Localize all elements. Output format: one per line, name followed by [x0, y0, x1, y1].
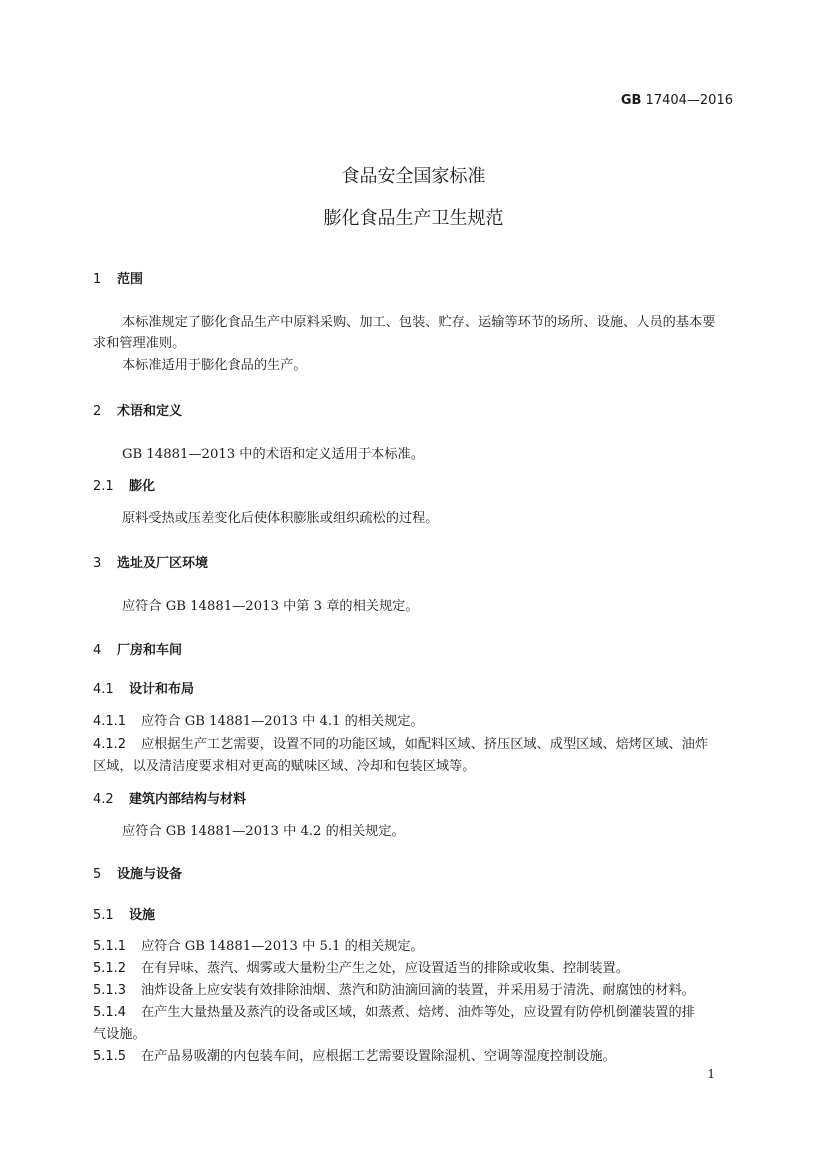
document-title-line2: 膨化食品生产卫生规范: [323, 208, 504, 229]
section-number: 5: [93, 867, 102, 882]
section-title: 设施: [129, 908, 156, 923]
paragraph: 本标准规定了膨化食品生产中原料采购、加工、包装、贮存、运输等环节的场所、设施、人员的基本要: [122, 315, 716, 330]
paragraph: 应符合 GB 14881—2013 中第 3 章的相关规定。: [122, 599, 419, 614]
section-title: 厂房和车间: [117, 643, 183, 658]
clause-5-1-3: [93, 979, 695, 998]
section-number: 2.1: [93, 479, 114, 494]
subsection-5-1-heading: [93, 904, 155, 923]
paragraph: GB 14881—2013 中的术语和定义适用于本标准。: [122, 447, 424, 462]
standard-prefix: GB: [620, 93, 642, 108]
clause-continuation: 区域，以及清洁度要求相对更高的赋味区域、冷却和包装区域等。: [93, 759, 476, 774]
section-number: 4: [93, 643, 102, 658]
clause-number: 5.1.2: [93, 961, 127, 976]
standard-code: 17404—2016: [645, 93, 733, 108]
clause-5-1-2: [93, 957, 629, 976]
section-2-heading: [93, 400, 182, 419]
paragraph: 应符合 GB 14881—2013 中 4.2 的相关规定。: [122, 824, 405, 839]
clause-number: 4.1.2: [93, 737, 127, 752]
clause-continuation: 气设施。: [93, 1027, 146, 1042]
paragraph: 本标准适用于膨化食品的生产。: [122, 358, 307, 373]
section-number: 4.2: [93, 792, 114, 807]
clause-4-1-2: [93, 733, 708, 752]
subsection-2-1-heading: [93, 475, 155, 494]
section-5-heading: [93, 863, 182, 882]
section-number: 5.1: [93, 908, 114, 923]
clause-text: 在产生大量热量及蒸汽的设备或区域，如蒸煮、焙烤、油炸等处，应设置有防停机倒灌装置的排: [141, 1005, 695, 1020]
clause-number: 4.1.1: [93, 714, 127, 729]
section-title: 设计和布局: [129, 682, 195, 697]
section-4-heading: [93, 639, 182, 658]
standard-number: [621, 93, 733, 108]
section-title: 设施与设备: [117, 867, 183, 882]
clause-number: 5.1.4: [93, 1005, 127, 1020]
clause-text: 应符合 GB 14881—2013 中 5.1 的相关规定。: [141, 939, 424, 954]
section-title: 选址及厂区环境: [117, 556, 209, 571]
clause-text: 在有异味、蒸汽、烟雾或大量粉尘产生之处，应设置适当的排除或收集、控制装置。: [141, 961, 629, 976]
section-title: 范围: [117, 272, 144, 287]
subsection-4-2-heading: [93, 788, 246, 807]
clause-number: 5.1.5: [93, 1049, 127, 1064]
clause-text: 应符合 GB 14881—2013 中 4.1 的相关规定。: [141, 714, 424, 729]
section-title: 膨化: [129, 479, 156, 494]
document-title-line1: 食品安全国家标准: [341, 166, 486, 187]
paragraph: 原料受热或压差变化后使体积膨胀或组织疏松的过程。: [122, 511, 439, 526]
clause-5-1-4: [93, 1001, 695, 1020]
section-title: 术语和定义: [117, 404, 183, 419]
clause-5-1-5: [93, 1045, 616, 1064]
section-number: 4.1: [93, 682, 114, 697]
page-number: 1: [707, 1067, 715, 1081]
subsection-4-1-heading: [93, 678, 194, 697]
clause-text: 油炸设备上应安装有效排除油烟、蒸汽和防油滴回滴的装置，并采用易于清洗、耐腐蚀的材料。: [141, 983, 695, 998]
section-number: 2: [93, 404, 102, 419]
section-title: 建筑内部结构与材料: [129, 792, 247, 807]
clause-4-1-1: [93, 710, 424, 729]
paragraph: 求和管理准则。: [93, 336, 186, 351]
clause-5-1-1: [93, 935, 424, 954]
section-number: 1: [93, 272, 102, 287]
section-1-heading: [93, 268, 143, 287]
clause-number: 5.1.1: [93, 939, 127, 954]
clause-text: 应根据生产工艺需要，设置不同的功能区域，如配料区域、挤压区域、成型区域、焙烤区域、油炸: [141, 737, 709, 752]
section-number: 3: [93, 556, 102, 571]
section-3-heading: [93, 552, 208, 571]
clause-number: 5.1.3: [93, 983, 127, 998]
clause-text: 在产品易吸潮的内包装车间，应根据工艺需要设置除湿机、空调等湿度控制设施。: [141, 1049, 616, 1064]
